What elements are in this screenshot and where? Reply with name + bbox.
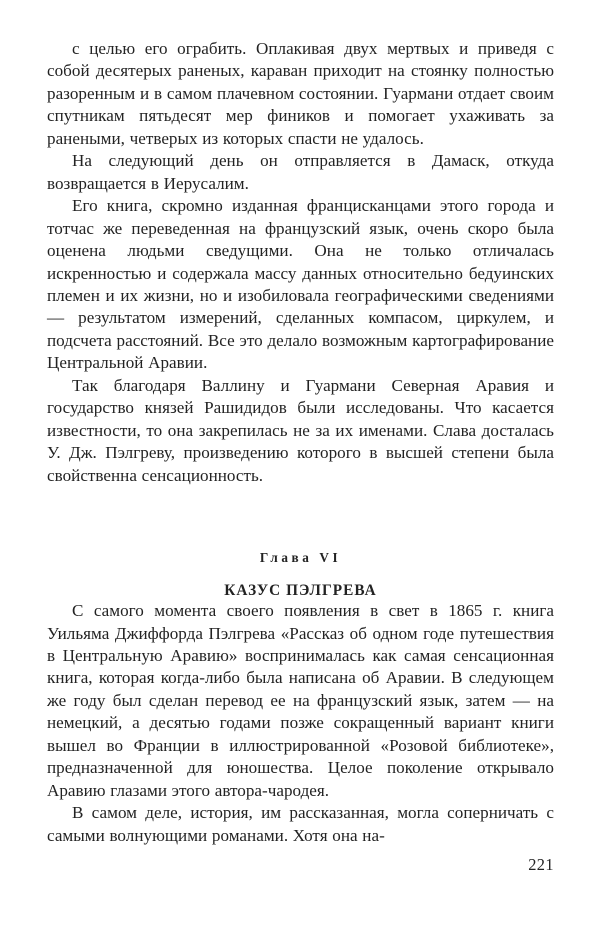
chapter-number: Глава VI <box>259 550 342 566</box>
paragraph: На следующий день он отправляется в Дамаск, откуда возвращается в Иерусалим. <box>47 151 554 193</box>
paragraph: Так благодаря Валлину и Гуармани Северная Аравия и государство князей Рашидидов были исследованы. Что касается известности, то она закрепилась не за их именами. Слава досталась У. Дж. Пэлгреву, произведению которого в высшей степени была свойственна сенсационность. <box>47 375 554 485</box>
text-column <box>47 38 554 847</box>
chapter-title: КАЗУС ПЭЛГРЕВА <box>224 582 377 600</box>
chapter-heading <box>47 550 554 600</box>
paragraph: С самого момента своего появления в свет в 1865 г. книга Уильяма Джиффорда Пэлгрева «Рассказ об одном годе путешествия в Центральную Аравию» воспринималась как самая сенсационная книга, которая когда-либо была написана об Аравии. В следующем же году был сделан перевод ее на французский язык, затем — на немецкий, а десятью годами позже сокращенный вариант книги вышел во Франции в иллюстрированной «Розовой библиотеке», предназначенной для юношества. Целое поколение открывало Аравию глазами этого автора-чародея. <box>47 601 554 800</box>
paragraph: В самом деле, история, им рассказанная, могла соперничать с самыми волнующими романами. Хотя она на- <box>47 803 554 845</box>
paragraph: Его книга, скромно изданная францисканцами этого города и тотчас же переведенная на французский язык, очень скоро была оценена людьми сведущими. Она не только отличалась искренностью и содержала массу данных относительно бедуинских племен и их жизни, но и изобиловала географическими сведениями — результатом измерений, сделанных компасом, циркулем, и подсчета расстояний. Все это делало возможным картографирование Центральной Аравии. <box>47 196 554 373</box>
page-number: 221 <box>528 855 554 874</box>
paragraph: с целью его ограбить. Оплакивая двух мертвых и приведя с собой десятерых раненых, караван приходит на стоянку полностью разоренным и в самом плачевном состоянии. Гуармани отдает своим спутникам пятьдесят мер фиников и помогает ухаживать за ранеными, четверых из которых спасти не удалось. <box>47 39 554 148</box>
